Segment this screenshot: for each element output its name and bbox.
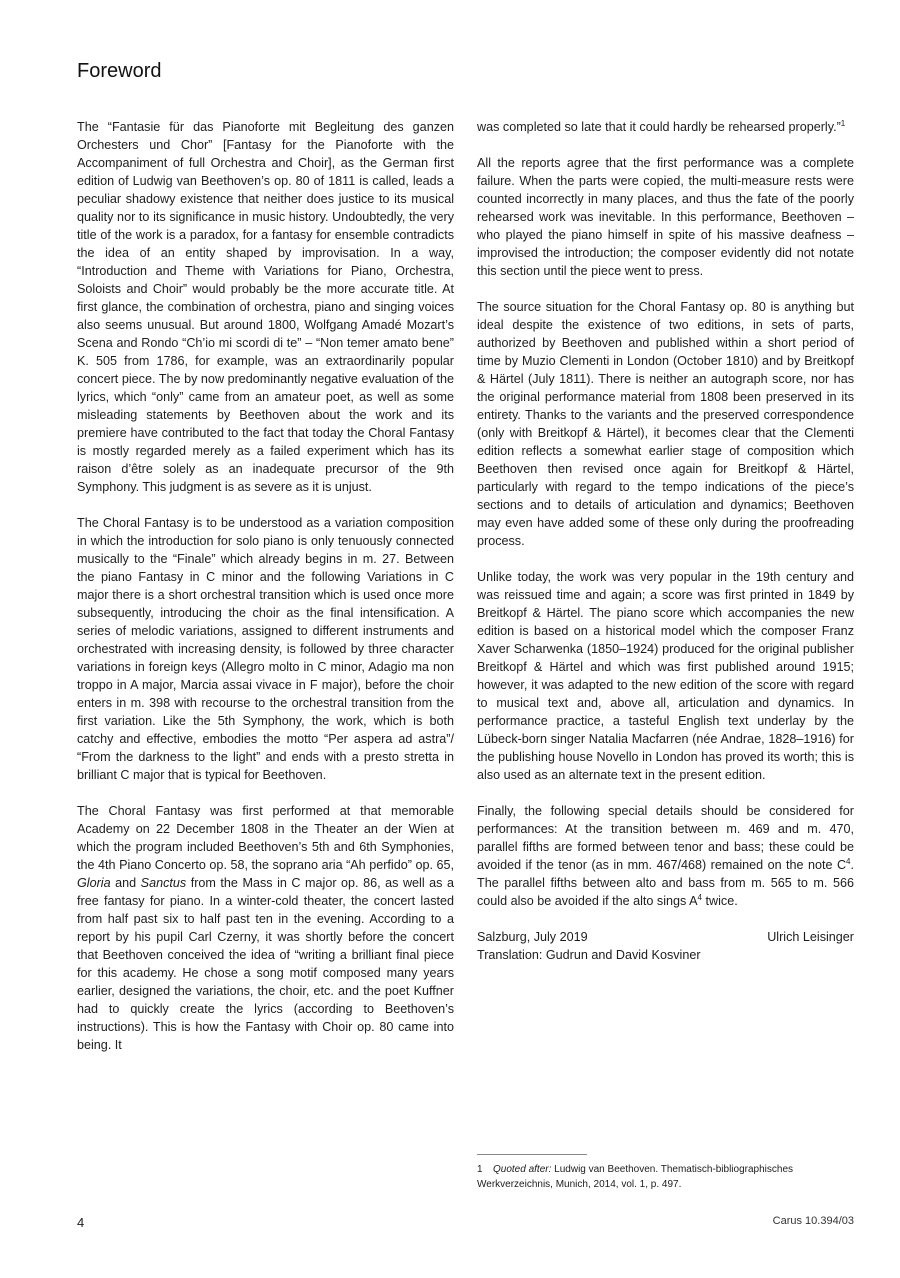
left-column: [77, 118, 454, 1072]
paragraph-premiere: The Choral Fantasy was first performed at that memorable Academy on 22 December 1808 in the Theater an der Wien at which the program included Beethoven’s 5th and 6th Symphonies, the 4th Piano Concerto op. 58, the soprano aria “Ah perfido” op. 65, Gloria and Sanctus from the Mass in C major op. 86, as well as a free fantasy for piano. In a winter-cold theater, the concert lasted from half past six to half past ten in the evening. According to a report by his pupil Carl Czerny, it was shortly before the concert that Beethoven conceived the idea of “writing a brilliant final piece for this academy. He chose a song motif composed many years earlier, designed the variations, the choir, etc. and the poet Kuffner had to quickly create the lyrics (according to Beethoven’s instructions). This is how the Fantasy with Choir op. 80 came into being. It: [77, 804, 454, 1052]
footnote-reference: 1: [840, 118, 846, 128]
paragraph-variation-form: The Choral Fantasy is to be understood as a variation composition in which the introduction for solo piano is only tenuously connected musically to the “Finale” which already begins in m. 27. Between the piano Fantasy in C minor and the following Variations in C major there is a short orchestral transition which is used once more subsequently, introducing the choir as the final intensification. A series of melodic variations, assigned to different instruments and orchestrated with increasing density, is followed by three character variations in foreign keys (Allegro molto in C minor, Adagio ma non troppo in A major, Marcia assai vivace in F major), before the choir enters in m. 398 with recourse to the orchestral transition from the first variation. Like the 5th Symphony, the work, which is both catchy and effective, embodies the motto “Per aspera ad astra”/ “From the darkness to the light” and ends with a presto stretta in brilliant C major that is typical for Beethoven.: [77, 516, 454, 782]
catalog-number: Carus 10.394/03: [772, 1215, 854, 1227]
right-column: [477, 118, 854, 964]
author-name: Ulrich Leisinger: [767, 930, 854, 944]
footnote: 1 Quoted after: Ludwig van Beethoven. Thematisch-bibliographisches Werkverzeichnis, Munich, 2014, vol. 1, p. 497.: [477, 1164, 794, 1190]
place-date: Salzburg, July 2019: [477, 930, 588, 944]
paragraph-first-performance: All the reports agree that the first performance was a complete failure. When the parts were copied, the multi-measure rests were counted incorrectly in many places, and thus the fate of the poorly rehearsed work was inevitable. In this performance, Beethoven – who played the piano himself in spite of his massive deafness – improvised the introduction; the composer evidently did not notate this section until the piece went to press.: [477, 156, 854, 278]
signature-block: [477, 928, 854, 964]
paragraph-performance-details: Finally, the following special details should be considered for performances: At the transition between m. 469 and m. 470, parallel fifths are formed between tenor and bass; these could be avoided if the tenor (as in mm. 467/468) remained on the note $C^4$. The parallel fifths between alto and bass from m. 565 to m. 566 could also be avoided if the alto sings $A^4$ twice.: [477, 804, 854, 908]
translation-credit: Translation: Gudrun and David Kosviner: [477, 948, 701, 962]
paragraph-sources: The source situation for the Choral Fantasy op. 80 is anything but ideal despite the existence of two editions, in sets of parts, authorized by Beethoven and published within a short period of time by Muzio Clementi in London (October 1810) and by Breitkopf & Härtel (July 1811). There is neither an autograph score, nor has the original performance material from 1808 been preserved in its entirety. Thanks to the variants and the preserved correspondence (only with Breitkopf & Härtel), it becomes clear that the Clementi edition reflects a somewhat earlier stage of composition which Beethoven then revised once again for Breitkopf & Härtel, particularly with regard to the tempo indications of the piece’s sections and to details of articulation and dynamics; Beethoven may even have added some of these only during the proofreading process.: [477, 300, 854, 548]
page-number: 4: [77, 1215, 85, 1230]
paragraph-intro: The “Fantasie für das Pianoforte mit Begleitung des ganzen Orchesters und Chor” [Fantasy for the Pianoforte with the Accompaniment of full Orchestra and Choir], as the German first edition of Ludwig van Beethoven’s op. 80 of 1811 is called, leads a peculiar shadowy existence that neither does justice to its musical quality nor to its significance in music history. Undoubtedly, the very title of the work is a paradox, for a fantasy for ensemble contradicts the idea of an entity shaped by improvisation. In a way, “Introduction and Theme with Variations for Piano, Orchestra, Soloists and Choir” would probably be the more accurate title. At first glance, the combination of orchestra, piano and singing voices also seems unusual. But around 1800, Wolfgang Amadé Mozart’s Scena and Rondo “Ch’io mi scordi di te” – “Non temer amato bene” K. 505 from 1786, for example, was an extraordinarily popular concert piece. The by now predominantly negative evaluation of the lyrics, which “only” came from an amateur poet, as well as some misleading statements by Beethoven about the work and its premiere have contributed to the fact that today the Choral Fantasy is mostly regarded merely as a failed experiment which has its raison d’être solely as an inadequate precursor of the 9th Symphony. This judgment is as severe as it is unjust.: [77, 120, 454, 494]
footnote-number: 1: [477, 1164, 483, 1175]
page-title: Foreword: [77, 60, 162, 82]
paragraph-continuation: was completed so late that it could hardly be rehearsed properly.”$^1$: [477, 118, 846, 134]
footnote-divider: [477, 1154, 587, 1155]
paragraph-reception: Unlike today, the work was very popular in the 19th century and was reissued time and again; a score was first printed in 1849 by Breitkopf & Härtel. The piano score which accompanies the new edition is based on a historical model which the composer Franz Xaver Scharwenka (1850–1924) produced for the original publisher Breitkopf & Härtel and which was first published around 1915; however, it was adapted to the new edition of the score with regard to musical text and, above all, articulation and dynamics. In performance practice, a tasteful English text underlay by the Lübeck-born singer Natalia Macfarren (née Andrae, 1828–1916) for the publishing house Novello in London has proved its worth; this is also used as an alternate text in the present edition.: [477, 570, 854, 782]
